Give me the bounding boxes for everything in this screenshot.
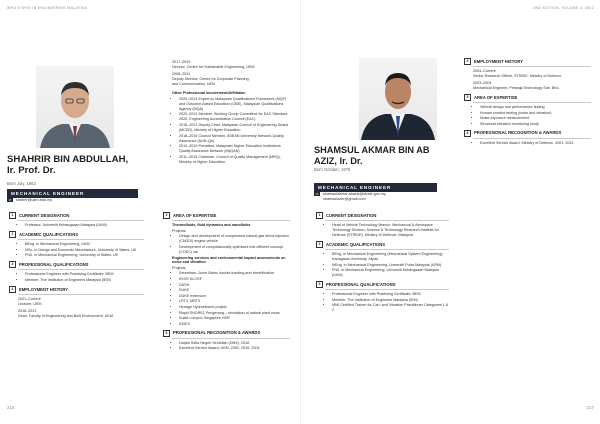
section-heading	[11, 231, 144, 240]
section-title: ACADEMIC QUALIFICATIONS	[19, 231, 79, 237]
birth-date-left: Born July, 1963	[7, 181, 36, 186]
list-item: • KIDEX	[179, 322, 290, 327]
list-item: • LRT3, MRT3	[179, 299, 290, 304]
recognition-list	[473, 141, 591, 146]
birth-date-right: Born October, 1978	[314, 167, 351, 172]
career-line: 2017–2019	[172, 60, 191, 64]
section-heading	[11, 286, 144, 295]
projects-label: Projects:	[172, 266, 187, 271]
section-title: PROFESSIONAL QUALIFICATIONS	[326, 281, 396, 287]
list-item: • Excellent Service Award, UKM, 2002, 2010, 2004	[179, 346, 290, 351]
employment-line: 2018–2021	[18, 309, 37, 314]
career-column-left	[172, 60, 290, 165]
email-icon: ✉	[315, 192, 319, 196]
email-address[interactable]: shamsulazhr@gmail.com	[323, 197, 366, 202]
professional-list	[18, 272, 144, 283]
list-item: • 2014–2019 President, Malaysian Higher Education Institutions Quality Assurance Network (MyQAN)	[179, 144, 290, 154]
list-item: • DUKE extension	[179, 294, 290, 299]
details-column-right	[318, 212, 449, 314]
section-heading	[318, 212, 449, 221]
section-heading	[11, 261, 144, 270]
list-item: • Development of computationally optimised fuel-efficient concept (COEC) car	[179, 245, 290, 255]
section-number: 6	[163, 330, 170, 337]
section-heading	[165, 330, 290, 339]
section-number: 3	[9, 261, 16, 268]
page-number-right: 217	[586, 405, 594, 410]
designation-list	[18, 223, 144, 228]
list-item: • Noise exposure measurement	[480, 116, 591, 121]
career-line: 2008–2011	[172, 72, 191, 77]
list-item: • Human comfort testing (noise and vibration)	[480, 111, 591, 116]
list-item: • Kuala Lumpur–Singapore HSR	[179, 316, 290, 321]
career-column-right	[466, 58, 591, 146]
list-item: • Member, The Institution of Engineers Malaysia (IEM)	[332, 298, 449, 303]
list-item: • Structural vibration monitoring study	[480, 122, 591, 127]
list-item: • MEng. in Mechanical Engineering, Universiti Putra Malaysia (UPM)	[332, 263, 449, 268]
employment-line: Mechanical Engineer, Perwaja Technology Sdn. Bhd.	[473, 86, 560, 91]
employment-line: 2004–Current	[473, 69, 496, 73]
list-item: • Rapid SHORE1 Pengerang – simulation of natural plant noise	[179, 311, 290, 316]
employment-line: Dean, Faculty of Engineering and Built Environment, UKM	[18, 314, 113, 319]
career-line: Deputy Director, Centre for Corporate Planning	[172, 77, 249, 82]
expertise-subtitle: Engineering services and environmental impact assessments on noise and vibration	[172, 255, 286, 265]
list-item: • 2018–2021 Deputy Chair, Malaysian Council of Engineering Deans (MCED), Ministry of Higher Education	[179, 123, 290, 133]
section-number: 4	[9, 286, 16, 293]
details-column-left	[11, 212, 144, 319]
list-item: • Professor, Universiti Kebangsaan Malaysia (UKM)	[25, 223, 144, 228]
running-header-left: WHO'S WHO IN ENGINEERING MALAYSIA	[7, 6, 88, 10]
email-address[interactable]: shahrir@ukm.edu.my	[16, 198, 53, 202]
projects-label: Projects:	[172, 228, 187, 233]
list-item: • PhD. in Mechanical Engineering, Universiti Kebangsaan Malaysia (UKM)	[332, 268, 449, 278]
email-address[interactable]: shamsulakmar.abaziz@stride.gov.my	[323, 192, 386, 196]
section-title: PROFESSIONAL RECOGNITION & AWARDS	[474, 130, 562, 136]
list-item: • 2020–2021 Expert on Malaysian Qualifications Framework (MQF) and Outcome-Based Education (OBE), Malaysian Qualifications Agency (MQA)	[179, 97, 290, 112]
list-item: • Head of Vehicle Technology Branch, Mechanical & Aerospace Technology Division, Science & Technology Research Institute for Defence (STRIDE), Ministry of Defence, Malaysia	[332, 223, 449, 238]
list-item: • Vehicle design and performance testing	[480, 105, 591, 110]
list-item: • 2018–2016 Council Member, ASEAN University Network-Quality Assurance (AUN-QA)	[179, 134, 290, 144]
employment-line: Senior Research Officer, STRIDE, Ministry of Defence	[473, 73, 562, 78]
employment-line: Lecturer, UKM	[18, 301, 42, 306]
section-title: PROFESSIONAL RECOGNITION & AWARDS	[173, 330, 261, 336]
affiliation-list	[172, 97, 290, 165]
section-title: PROFESSIONAL QUALIFICATIONS	[19, 261, 89, 267]
section-title: CURRENT DESIGNATION	[19, 212, 70, 218]
portrait-photo-left	[36, 66, 114, 148]
portrait-photo-right	[359, 58, 437, 140]
academic-list	[18, 242, 144, 258]
email-row-left	[7, 198, 52, 203]
expertise-list	[473, 105, 591, 127]
email-icon: ✉	[8, 198, 12, 202]
role-banner-right: MECHANICAL ENGINEER	[314, 183, 437, 192]
section-heading	[466, 58, 591, 67]
list-item: • BEng. in Mechanical Engineering (Mechanical System Engineering), Kanagawa University, Japan	[332, 252, 449, 262]
section-title: EMPLOYMENT HISTORY	[19, 286, 69, 292]
expertise-subtitle: Thermofluids, fluid dynamics and nanofluids	[172, 223, 251, 227]
professional-list	[325, 292, 449, 313]
list-item: • MSc. in Design and Economic Manufacture, University of Wales, UK	[25, 248, 144, 253]
list-item: • 2011–2015 Chairman, Council of Quality Management (MRQ), Ministry of Higher Education	[179, 155, 290, 165]
section-heading	[466, 130, 591, 139]
career-line: Director, Centre for Sustainable Engineering, UKM	[172, 64, 255, 69]
affiliation-title: Other Professional Involvement/Affiliation	[172, 90, 246, 95]
name-line-2: AZIZ, Ir. Dr.	[314, 155, 363, 166]
section-number: 5	[464, 94, 471, 101]
list-item: • 2020–2021 Member, Working Group Committee for EAC Standard 2020, Engineering Accreditation Council (EAC)	[179, 112, 290, 122]
career-line: and Communication, UKM	[172, 82, 216, 87]
section-number: 2	[9, 231, 16, 238]
list-item: • DASH	[179, 283, 290, 288]
list-item: • Professional Engineer with Practising Certificate, BEM	[25, 272, 144, 277]
section-heading	[318, 241, 449, 250]
list-item: • PhD. in Mechanical Engineering, University of Wales, UK	[25, 253, 144, 258]
section-heading	[11, 212, 144, 221]
list-item: • MMI Certified Trainer for Cat I and Vibration Practitioner Categories 1 & 2	[332, 303, 449, 313]
section-number: 1	[316, 212, 323, 219]
list-item: • SUKE	[179, 288, 290, 293]
section-heading	[165, 212, 290, 221]
section-title: EMPLOYMENT HISTORY	[474, 58, 524, 64]
employment-line: 2003–2004	[473, 81, 492, 86]
name-line-1: SHAHRIR BIN ABDULLAH,	[7, 154, 129, 165]
person-name-left	[7, 154, 128, 176]
projects-list	[172, 271, 290, 326]
projects-list	[172, 234, 290, 255]
email-row-right	[314, 192, 386, 202]
role-banner-left: MECHANICAL ENGINEER	[7, 189, 138, 198]
list-item: • BEng. in Mechanical Engineering, UKM	[25, 242, 144, 247]
right-page	[300, 0, 600, 424]
list-item: • Excellent Service Award, Ministry of Defence, 2001, 2012	[480, 141, 591, 146]
name-line-2: Ir. Prof. Dr.	[7, 165, 56, 177]
list-item: • Seremban–Johor Bahru double-tracking and electrification	[179, 271, 290, 276]
list-item: • Darjah Setia Negeri Sembilan (DNS), 2018	[179, 341, 290, 346]
section-number: 6	[464, 130, 471, 137]
section-title: ACADEMIC QUALIFICATIONS	[326, 241, 386, 247]
list-item: • Professional Engineer with Practising Certificate, BEM	[332, 292, 449, 297]
section-number: 4	[464, 58, 471, 65]
section-title: CURRENT DESIGNATION	[326, 212, 377, 218]
name-line-1: SHAMSUL AKMAR BIN AB	[314, 145, 430, 155]
employment-line: 2021–Current	[18, 296, 41, 301]
section-number: 3	[316, 281, 323, 288]
recognition-list	[172, 341, 290, 352]
section-number: 2	[316, 241, 323, 248]
section-number: 5	[163, 212, 170, 219]
list-item: • Heriage Hydroelectric project	[179, 305, 290, 310]
list-item: • Member, The Institution of Engineers Malaysia (IEM)	[25, 278, 144, 283]
designation-list	[325, 223, 449, 238]
section-title: AREA OF EXPERTISE	[474, 94, 518, 100]
person-name-right	[314, 145, 430, 166]
running-header-right: 2ND EDITION, VOLUME 4, 2022	[533, 6, 594, 10]
expertise-column-left	[165, 212, 290, 352]
list-item: • EKVE KLCRF	[179, 277, 290, 282]
page-number-left: 216	[7, 405, 15, 410]
section-number: 1	[9, 212, 16, 219]
list-item: • Design and development of compressed natural gas direct injection (CNGDI) engine vehicle	[179, 234, 290, 244]
section-heading	[318, 281, 449, 290]
academic-list	[325, 252, 449, 278]
section-title: AREA OF EXPERTISE	[173, 212, 217, 218]
section-heading	[466, 94, 591, 103]
